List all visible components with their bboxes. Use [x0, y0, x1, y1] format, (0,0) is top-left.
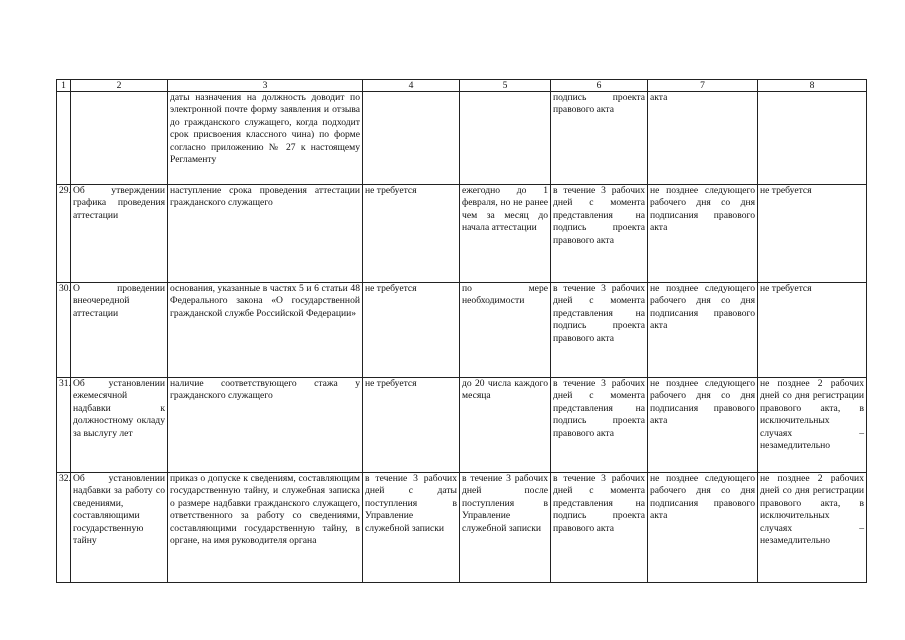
cell: не требуется [363, 185, 460, 283]
cell: в течение 3 рабочих дней с момента представления на подпись проекта правового акта [551, 283, 648, 378]
grounds-cell: даты назначения на должность доводит по электронной почте форму заявления и отзыва до гражданского служащего, когда подходит срок присвоения классного чина) по форме согласно приложению № 27 к настоящему Регламенту [168, 92, 363, 185]
cell: не позднее 2 рабочих дней со дня регистрации правового акта, в исключительных случаях – незамедлительно [758, 473, 867, 583]
grounds-cell: наличие соответствующего стажа у гражданского служащего [168, 378, 363, 473]
cell: в течение 3 рабочих дней с момента представления на подпись проекта правового акта [551, 473, 648, 583]
cell: подпись проекта правового акта [551, 92, 648, 185]
column-numbers-row [57, 80, 867, 92]
table-row [57, 378, 867, 473]
cell: не позднее следующего рабочего дня со дня подписания правового акта [648, 283, 758, 378]
action-name-cell: Об утверждении графика проведения аттестации [71, 185, 168, 283]
column-number: 2 [71, 80, 168, 92]
cell: в течение 3 рабочих дней с момента представления на подпись проекта правового акта [551, 185, 648, 283]
cell: не позднее следующего рабочего дня со дня подписания правового акта [648, 473, 758, 583]
table-row [57, 185, 867, 283]
cell: в течение 3 рабочих дней после поступления в Управление служебной записки [460, 473, 551, 583]
column-number: 8 [758, 80, 867, 92]
grounds-cell: наступление срока проведения аттестации гражданского служащего [168, 185, 363, 283]
column-number: 6 [551, 80, 648, 92]
row-number [57, 92, 71, 185]
cell: не требуется [363, 378, 460, 473]
document-table [56, 79, 867, 583]
action-name-cell [71, 92, 168, 185]
cell [460, 92, 551, 185]
column-number: 7 [648, 80, 758, 92]
column-number: 4 [363, 80, 460, 92]
cell [758, 92, 867, 185]
cell: не требуется [758, 185, 867, 283]
cell: не позднее следующего рабочего дня со дня подписания правового акта [648, 378, 758, 473]
column-number: 5 [460, 80, 551, 92]
table-row [57, 283, 867, 378]
cell: не позднее следующего рабочего дня со дня подписания правового акта [648, 185, 758, 283]
grounds-cell: приказ о допуске к сведениям, составляющим государственную тайну, и служебная записка о размере надбавки гражданского служащего, ответственного за работу со сведениями, составляющими государственную тайну, в органе, на имя руководителя органа [168, 473, 363, 583]
row-number: 30. [57, 283, 71, 378]
cell: акта [648, 92, 758, 185]
action-name-cell: Об установлении ежемесячной надбавки к должностному окладу за выслугу лет [71, 378, 168, 473]
column-number: 3 [168, 80, 363, 92]
action-name-cell: О проведении внеочередной аттестации [71, 283, 168, 378]
cell: в течение 3 рабочих дней с момента представления на подпись проекта правового акта [551, 378, 648, 473]
cell: не позднее 2 рабочих дней со дня регистрации правового акта, в исключительных случаях – незамедлительно [758, 378, 867, 473]
row-number: 29. [57, 185, 71, 283]
grounds-cell: основания, указанные в частях 5 и 6 статьи 48 Федерального закона «О государственной гражданской службе Российской Федерации» [168, 283, 363, 378]
cell: не требуется [363, 283, 460, 378]
cell: ежегодно до 1 февраля, но не ранее чем за месяц до начала аттестации [460, 185, 551, 283]
row-number: 31. [57, 378, 71, 473]
action-name-cell: Об установлении надбавки за работу со сведениями, составляющими государственную тайну [71, 473, 168, 583]
cell: не требуется [758, 283, 867, 378]
table-row [57, 473, 867, 583]
cell: по мере необходимости [460, 283, 551, 378]
table-row [57, 92, 867, 185]
cell: в течение 3 рабочих дней с даты поступления в Управление служебной записки [363, 473, 460, 583]
cell: до 20 числа каждого месяца [460, 378, 551, 473]
column-number: 1 [57, 80, 71, 92]
row-number: 32. [57, 473, 71, 583]
cell [363, 92, 460, 185]
